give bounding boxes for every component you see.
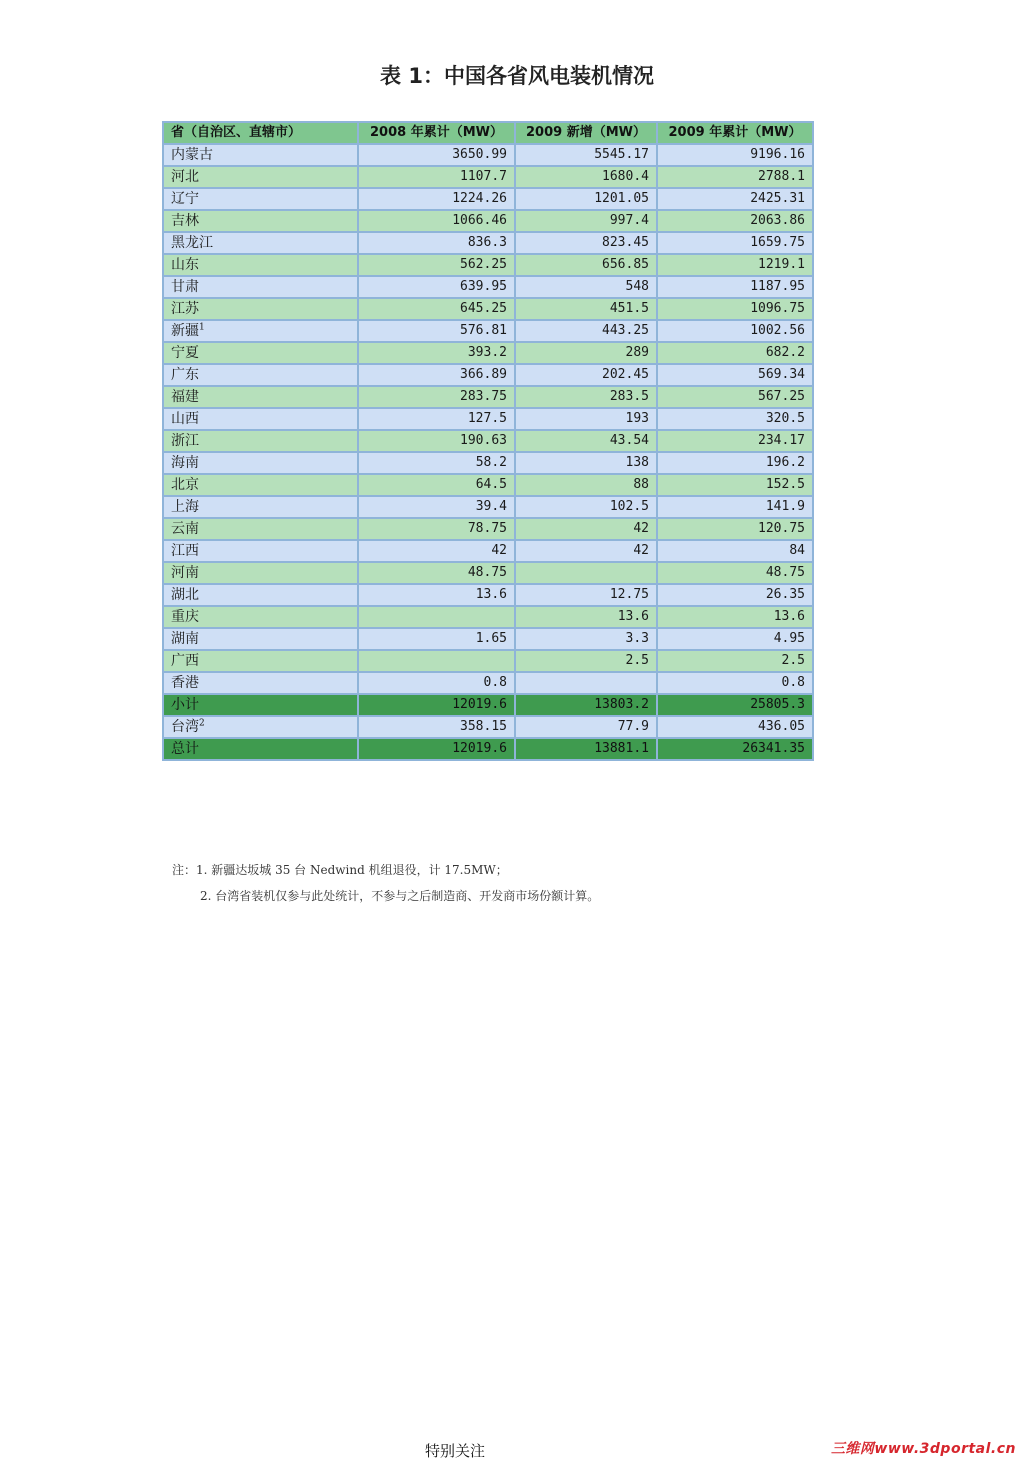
province-name: 黑龙江 <box>171 235 213 251</box>
province-name: 海南 <box>171 455 199 471</box>
cell-2009-cumulative: 2063.86 <box>657 210 813 232</box>
header-province: 省（自治区、直辖市） <box>163 122 358 144</box>
cell-2008-cumulative: 12019.6 <box>358 738 515 760</box>
cell-2009-cumulative: 48.75 <box>657 562 813 584</box>
province-name: 江西 <box>171 543 199 559</box>
cell-2009-new: 202.45 <box>515 364 657 386</box>
province-name: 重庆 <box>171 609 199 625</box>
cell-2009-new: 289 <box>515 342 657 364</box>
wind-capacity-table <box>162 121 814 761</box>
table-row <box>163 540 813 562</box>
footnote-marker: 1 <box>199 322 205 333</box>
table-row <box>163 496 813 518</box>
cell-2009-cumulative: 120.75 <box>657 518 813 540</box>
table-row <box>163 562 813 584</box>
cell-2009-cumulative: 436.05 <box>657 716 813 738</box>
cell-province <box>163 298 358 320</box>
cell-2009-cumulative: 2.5 <box>657 650 813 672</box>
cell-2008-cumulative: 576.81 <box>358 320 515 342</box>
province-name: 内蒙古 <box>171 147 213 163</box>
cell-2008-cumulative: 13.6 <box>358 584 515 606</box>
table-row <box>163 386 813 408</box>
cell-2008-cumulative: 64.5 <box>358 474 515 496</box>
cell-2009-new: 42 <box>515 518 657 540</box>
cell-2009-cumulative: 320.5 <box>657 408 813 430</box>
cell-2009-new: 548 <box>515 276 657 298</box>
province-name: 湖南 <box>171 631 199 647</box>
cell-2009-cumulative: 13.6 <box>657 606 813 628</box>
province-name: 总计 <box>171 741 199 757</box>
table-row <box>163 452 813 474</box>
cell-2008-cumulative: 1107.7 <box>358 166 515 188</box>
cell-2009-cumulative: 1219.1 <box>657 254 813 276</box>
province-name: 河南 <box>171 565 199 581</box>
cell-2009-cumulative: 26341.35 <box>657 738 813 760</box>
cell-2009-cumulative: 9196.16 <box>657 144 813 166</box>
cell-2009-new <box>515 672 657 694</box>
cell-2008-cumulative: 562.25 <box>358 254 515 276</box>
cell-2008-cumulative: 639.95 <box>358 276 515 298</box>
cell-province <box>163 342 358 364</box>
cell-2008-cumulative: 58.2 <box>358 452 515 474</box>
table-row <box>163 672 813 694</box>
cell-2009-new: 1680.4 <box>515 166 657 188</box>
cell-2009-cumulative: 569.34 <box>657 364 813 386</box>
province-name: 台湾 <box>171 719 199 735</box>
cell-province <box>163 606 358 628</box>
cell-2009-new: 43.54 <box>515 430 657 452</box>
province-name: 新疆 <box>171 323 199 339</box>
cell-province <box>163 144 358 166</box>
table-row <box>163 408 813 430</box>
cell-2008-cumulative: 48.75 <box>358 562 515 584</box>
cell-2009-new: 997.4 <box>515 210 657 232</box>
province-name: 甘肃 <box>171 279 199 295</box>
cell-2008-cumulative: 0.8 <box>358 672 515 694</box>
cell-2009-new: 5545.17 <box>515 144 657 166</box>
province-name: 浙江 <box>171 433 199 449</box>
province-name: 上海 <box>171 499 199 515</box>
cell-2008-cumulative <box>358 650 515 672</box>
cell-2009-cumulative: 0.8 <box>657 672 813 694</box>
cell-2009-cumulative: 2425.31 <box>657 188 813 210</box>
cell-2009-new: 13.6 <box>515 606 657 628</box>
province-name: 湖北 <box>171 587 199 603</box>
table-row <box>163 276 813 298</box>
watermark-logo: 三维网www.3dportal.cn <box>830 1441 1016 1457</box>
cell-2009-new: 12.75 <box>515 584 657 606</box>
cell-2009-new: 283.5 <box>515 386 657 408</box>
province-name: 小计 <box>171 697 199 713</box>
cell-province <box>163 650 358 672</box>
cell-2008-cumulative: 1224.26 <box>358 188 515 210</box>
province-name: 吉林 <box>171 213 199 229</box>
cell-2009-cumulative: 682.2 <box>657 342 813 364</box>
cell-2009-cumulative: 1002.56 <box>657 320 813 342</box>
cell-2009-cumulative: 1187.95 <box>657 276 813 298</box>
cell-province <box>163 716 358 738</box>
cell-2009-cumulative: 84 <box>657 540 813 562</box>
cell-2009-new: 13803.2 <box>515 694 657 716</box>
province-name: 广西 <box>171 653 199 669</box>
cell-province <box>163 518 358 540</box>
table-row <box>163 628 813 650</box>
province-name: 广东 <box>171 367 199 383</box>
table-row <box>163 694 813 716</box>
cell-2009-new: 823.45 <box>515 232 657 254</box>
cell-2008-cumulative: 836.3 <box>358 232 515 254</box>
table-row <box>163 144 813 166</box>
cell-province <box>163 430 358 452</box>
table-row <box>163 298 813 320</box>
note-2: 2. 台湾省装机仅参与此处统计，不参与之后制造商、开发商市场份额计算。 <box>200 889 600 903</box>
cell-2009-new: 42 <box>515 540 657 562</box>
table-row <box>163 254 813 276</box>
cell-2009-cumulative: 2788.1 <box>657 166 813 188</box>
table-row <box>163 210 813 232</box>
cell-province <box>163 540 358 562</box>
page-footer: 特别关注 <box>424 1442 485 1460</box>
table-row <box>163 430 813 452</box>
cell-province <box>163 738 358 760</box>
cell-2009-cumulative: 196.2 <box>657 452 813 474</box>
cell-province <box>163 474 358 496</box>
cell-province <box>163 628 358 650</box>
cell-2009-new: 3.3 <box>515 628 657 650</box>
table-row <box>163 584 813 606</box>
province-name: 山东 <box>171 257 199 273</box>
table-row <box>163 738 813 760</box>
table-row <box>163 166 813 188</box>
cell-2009-new <box>515 562 657 584</box>
cell-2009-new: 443.25 <box>515 320 657 342</box>
cell-2009-new: 193 <box>515 408 657 430</box>
cell-2009-cumulative: 1096.75 <box>657 298 813 320</box>
cell-2009-cumulative: 4.95 <box>657 628 813 650</box>
cell-2008-cumulative: 3650.99 <box>358 144 515 166</box>
header-2009-new: 2009 新增（MW） <box>515 122 657 144</box>
cell-2008-cumulative: 366.89 <box>358 364 515 386</box>
table-notes <box>172 861 599 904</box>
cell-province <box>163 254 358 276</box>
cell-province <box>163 232 358 254</box>
cell-province <box>163 210 358 232</box>
table-row <box>163 716 813 738</box>
cell-2008-cumulative: 283.75 <box>358 386 515 408</box>
cell-2009-new: 88 <box>515 474 657 496</box>
table-header-row <box>163 122 813 144</box>
cell-province <box>163 672 358 694</box>
cell-province <box>163 584 358 606</box>
header-2008-cumulative: 2008 年累计（MW） <box>358 122 515 144</box>
cell-2008-cumulative: 78.75 <box>358 518 515 540</box>
province-name: 香港 <box>171 675 199 691</box>
cell-province <box>163 562 358 584</box>
cell-2009-new: 138 <box>515 452 657 474</box>
cell-2009-new: 1201.05 <box>515 188 657 210</box>
table-row <box>163 474 813 496</box>
province-name: 江苏 <box>171 301 199 317</box>
cell-2008-cumulative: 1066.46 <box>358 210 515 232</box>
province-name: 宁夏 <box>171 345 199 361</box>
cell-province <box>163 364 358 386</box>
province-name: 云南 <box>171 521 199 537</box>
cell-2008-cumulative: 12019.6 <box>358 694 515 716</box>
table-row <box>163 364 813 386</box>
cell-2008-cumulative <box>358 606 515 628</box>
cell-province <box>163 408 358 430</box>
cell-2009-cumulative: 25805.3 <box>657 694 813 716</box>
table-row <box>163 342 813 364</box>
cell-2008-cumulative: 1.65 <box>358 628 515 650</box>
cell-2008-cumulative: 645.25 <box>358 298 515 320</box>
footnote-marker: 2 <box>199 718 205 729</box>
province-name: 河北 <box>171 169 199 185</box>
table-row <box>163 232 813 254</box>
cell-2009-cumulative: 567.25 <box>657 386 813 408</box>
cell-2009-new: 2.5 <box>515 650 657 672</box>
province-name: 辽宁 <box>171 191 199 207</box>
province-name: 北京 <box>171 477 199 493</box>
cell-province <box>163 276 358 298</box>
cell-2008-cumulative: 39.4 <box>358 496 515 518</box>
table-row <box>163 320 813 342</box>
table-row <box>163 518 813 540</box>
province-name: 福建 <box>171 389 199 405</box>
cell-2008-cumulative: 127.5 <box>358 408 515 430</box>
cell-2009-cumulative: 141.9 <box>657 496 813 518</box>
cell-2009-new: 13881.1 <box>515 738 657 760</box>
cell-2009-new: 656.85 <box>515 254 657 276</box>
cell-province <box>163 496 358 518</box>
cell-province <box>163 188 358 210</box>
cell-province <box>163 166 358 188</box>
cell-2009-cumulative: 26.35 <box>657 584 813 606</box>
cell-2008-cumulative: 42 <box>358 540 515 562</box>
cell-2009-new: 102.5 <box>515 496 657 518</box>
table-row <box>163 650 813 672</box>
cell-2009-cumulative: 234.17 <box>657 430 813 452</box>
cell-2009-new: 77.9 <box>515 716 657 738</box>
table-body <box>163 144 813 760</box>
cell-2008-cumulative: 393.2 <box>358 342 515 364</box>
cell-2009-cumulative: 1659.75 <box>657 232 813 254</box>
cell-2009-cumulative: 152.5 <box>657 474 813 496</box>
province-name: 山西 <box>171 411 199 427</box>
cell-province <box>163 452 358 474</box>
table-row <box>163 188 813 210</box>
header-2009-cumulative: 2009 年累计（MW） <box>657 122 813 144</box>
table-row <box>163 606 813 628</box>
cell-2009-new: 451.5 <box>515 298 657 320</box>
table-title: 表 1：中国各省风电装机情况 <box>380 64 654 88</box>
cell-province <box>163 386 358 408</box>
cell-province <box>163 320 358 342</box>
note-1: 注：1. 新疆达坂城 35 台 Nedwind 机组退役，计 17.5MW； <box>172 863 508 877</box>
cell-province <box>163 694 358 716</box>
cell-2008-cumulative: 358.15 <box>358 716 515 738</box>
cell-2008-cumulative: 190.63 <box>358 430 515 452</box>
